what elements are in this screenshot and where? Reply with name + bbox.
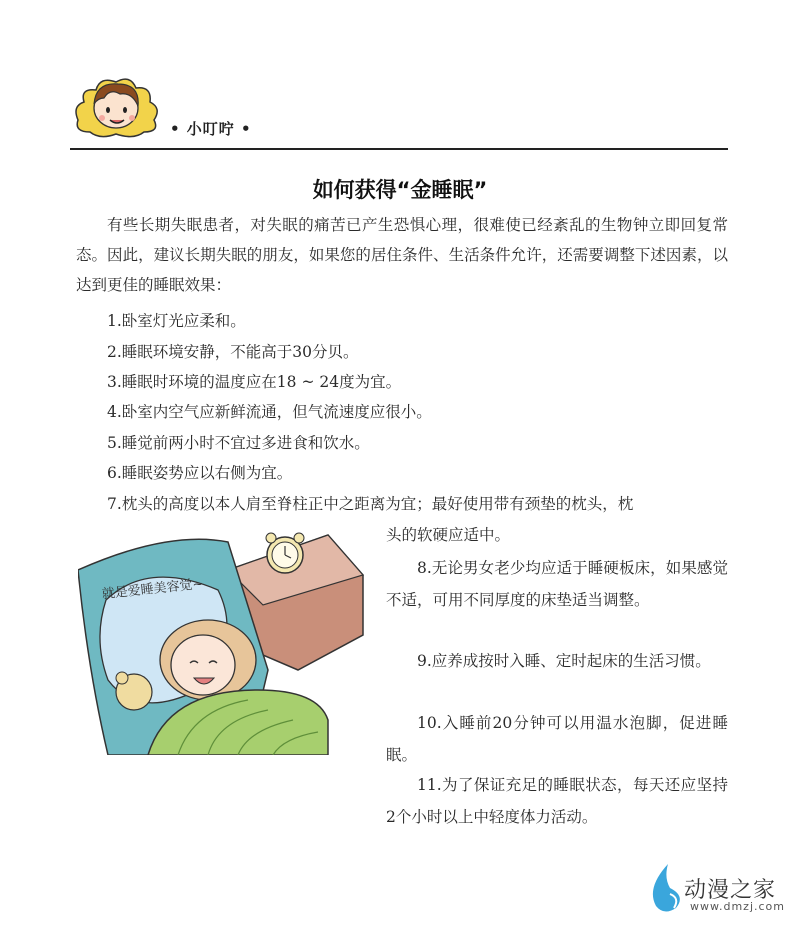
list-item: 4.卧室内空气应新鲜流通，但气流速度应很小。 [107,403,432,421]
list-item: 6.睡眠姿势应以右侧为宜。 [107,464,293,482]
page-title: 如何获得“金睡眠” [312,178,488,202]
list-item: 头的软硬应适中。 [386,526,511,544]
list-item-text: 10.入睡前20分钟可以用温水泡脚，促进睡眠。 [386,714,728,764]
list-item [386,708,728,771]
list-item-text: 11.为了保证充足的睡眠状态，每天还应坚持2个小时以上中轻度体力活动。 [386,776,728,826]
list-item: 5.睡觉前两小时不宜过多进食和饮水。 [107,434,370,452]
list-item: 2.睡眠环境安静，不能高于30分贝。 [107,343,359,361]
watermark-name: 动漫之家 [684,878,777,903]
sleeping-girl-illustration [78,520,390,755]
column-header [70,68,730,154]
list-item: 1.卧室灯光应柔和。 [107,312,246,330]
list-item [386,646,728,678]
column-label: • 小叮咛 • [170,120,252,138]
cartoon-boy-avatar-icon [70,68,162,140]
watermark-url: www.dmzj.com [690,900,785,913]
list-item-text: 8.无论男女老少均应适于睡硬板床，如果感觉不适，可用不同厚度的床垫适当调整。 [386,559,728,609]
list-item: 3.睡眠时环境的温度应在18 ~ 24度为宜。 [107,373,402,391]
list-item [386,770,728,833]
pillow-caption: 就是爱睡美容觉~ [101,576,205,603]
intro-paragraph: 有些长期失眠患者，对失眠的痛苦已产生恐惧心理，很难使已经紊乱的生物钟立即回复常态。因此，建议长期失眠的朋友，如果您的居住条件、生活条件允许，还需要调整下述因素，以达到更佳的睡眠效果： [76,216,728,294]
list-item: 7.枕头的高度以本人肩至脊柱正中之距离为宜；最好使用带有颈垫的枕头，枕 [107,495,634,513]
list-item-text: 9.应养成按时入睡、定时起床的生活习惯。 [417,652,711,670]
alarm-clock-icon [266,533,304,573]
header-divider [70,148,728,150]
list-item [386,553,728,616]
